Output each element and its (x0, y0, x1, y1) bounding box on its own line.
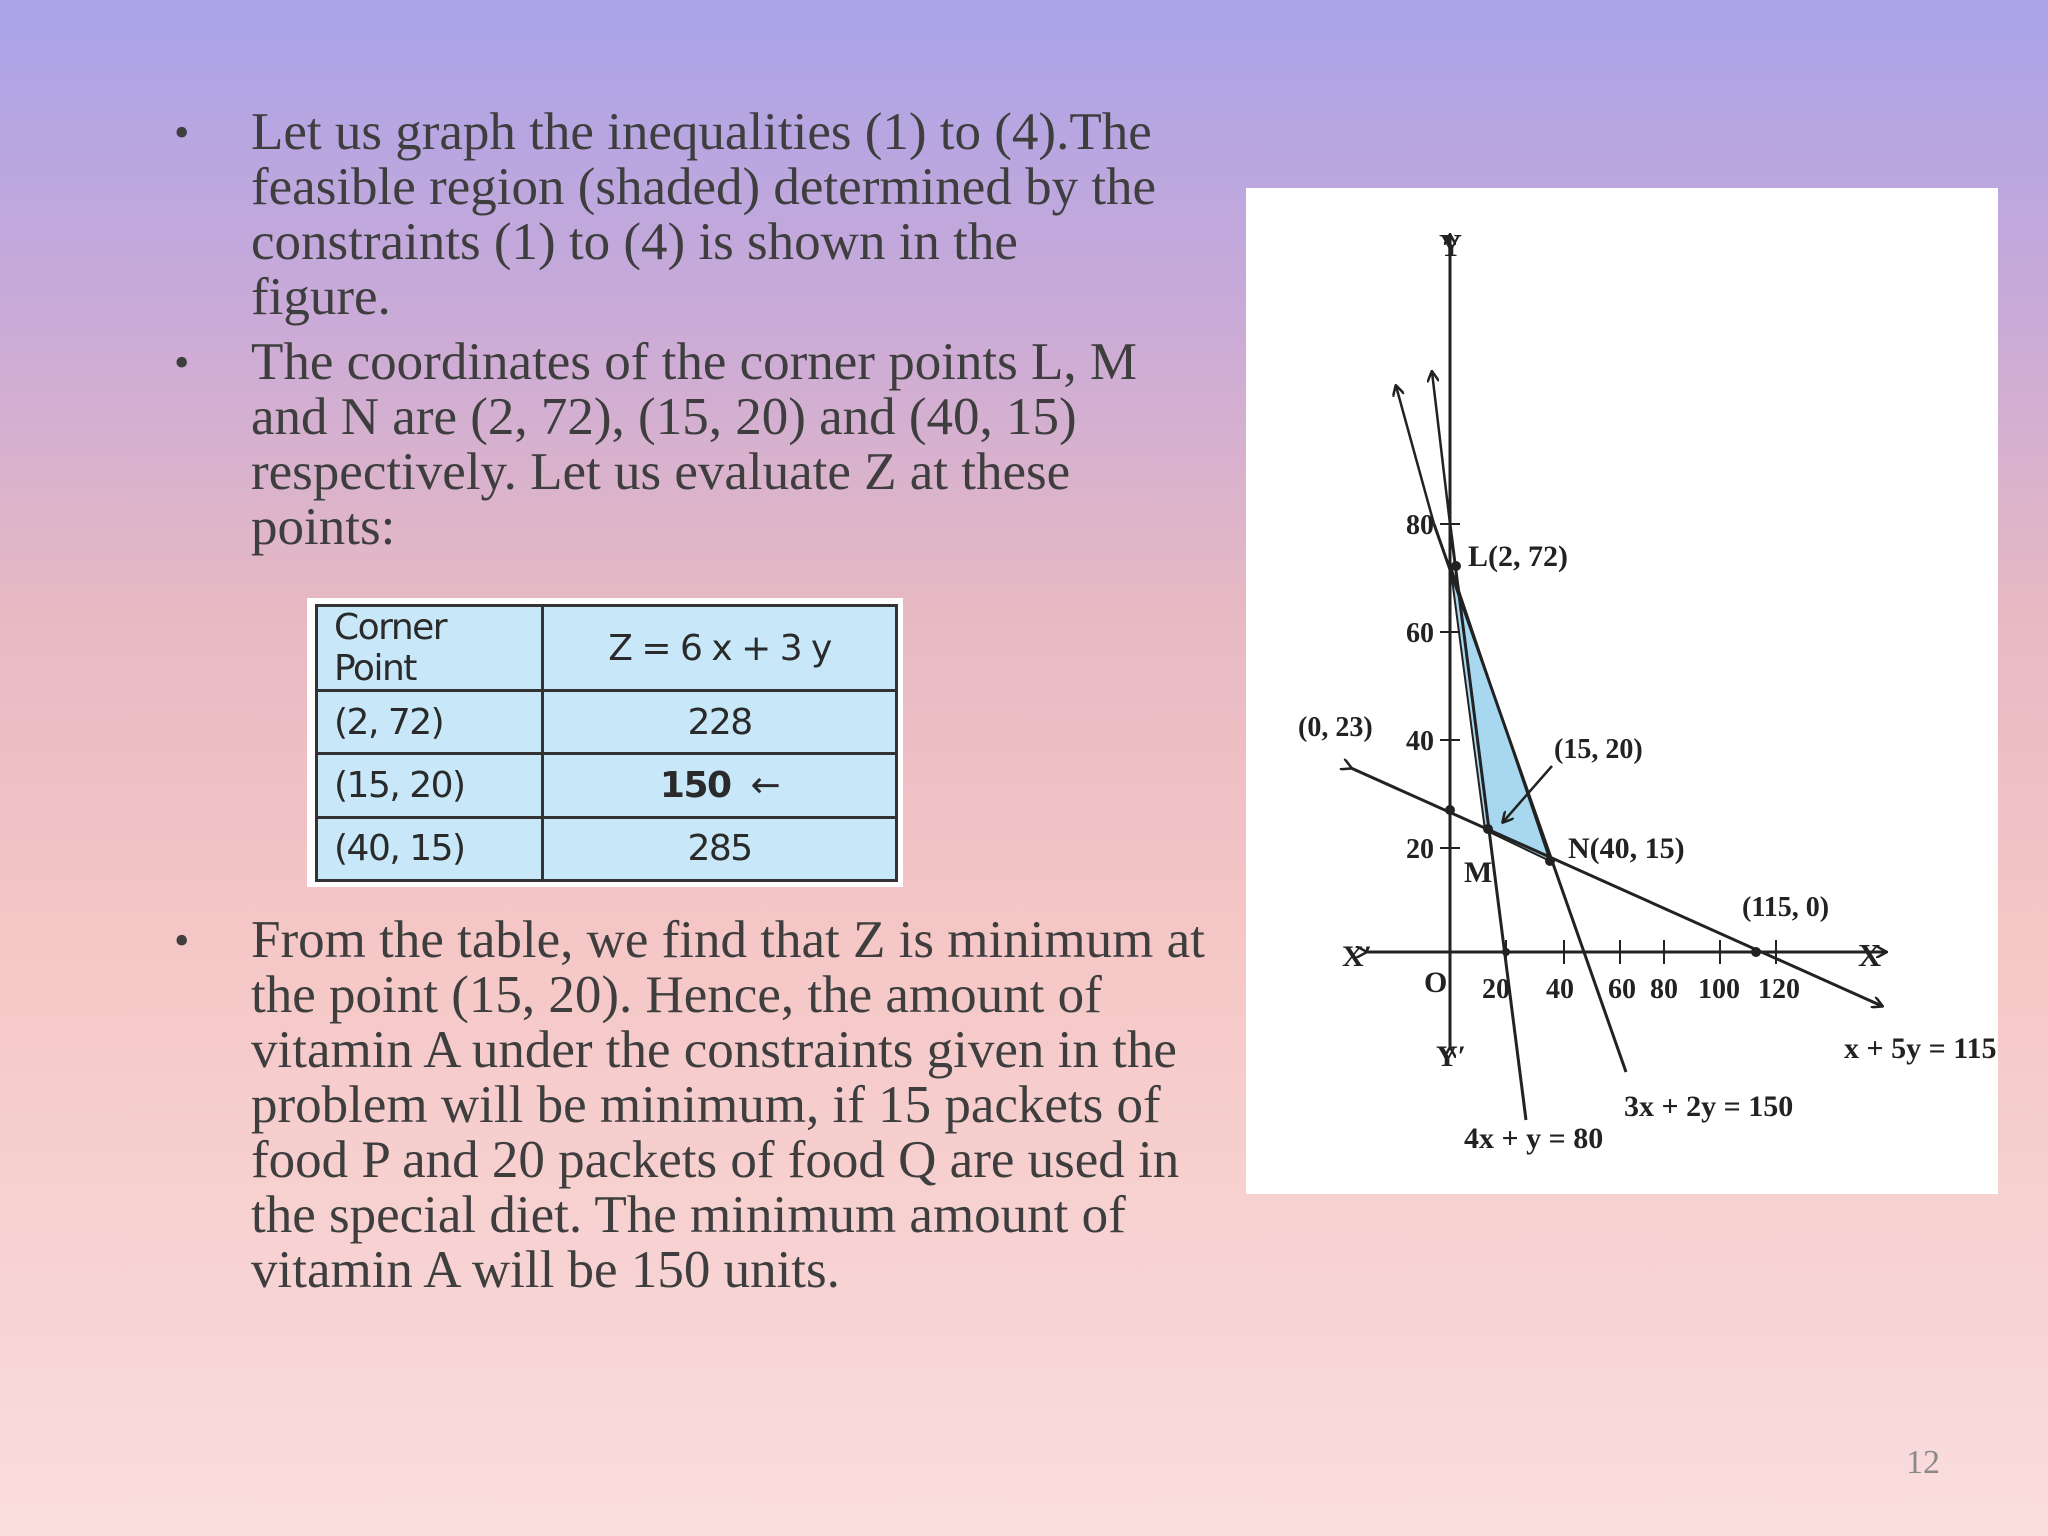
bullet-marker: • (174, 338, 190, 387)
page-number: 12 (1906, 1444, 1940, 1481)
table-cell-point: (40, 15) (317, 817, 543, 880)
x-tick-label: 80 (1650, 974, 1678, 1005)
line-label: 3x + 2y = 150 (1624, 1090, 1794, 1123)
table-header-cell: Z = 6 x + 3 y (543, 606, 897, 691)
table-header-cell: Corner Point (317, 606, 543, 691)
bullet-list (170, 105, 1170, 555)
x-tick-label: 120 (1758, 974, 1800, 1005)
x-neg-axis-label: X′ (1342, 940, 1373, 973)
bullet-marker: • (174, 916, 190, 965)
y-tick-label: 60 (1406, 618, 1434, 649)
bullet-item (170, 913, 1251, 1298)
table-row (317, 817, 897, 880)
y-tick-label: 80 (1406, 510, 1434, 541)
graph-svg (1246, 188, 1998, 1194)
corner-point-table (315, 604, 898, 882)
y-neg-axis-label: Y′ (1436, 1040, 1467, 1073)
origin-label: O (1424, 966, 1448, 999)
bullet-text: The coordinates of the corner points L, M and N are (2, 72), (15, 20) and (40, 15) respectively. Let us evaluate Z at these points: (251, 333, 1138, 556)
left-arrow-icon: ← (750, 764, 780, 806)
label-15-20: (15, 20) (1554, 734, 1643, 765)
minimum-value: 150 (659, 764, 731, 806)
bullet-item (170, 105, 1170, 325)
x-tick-label: 40 (1546, 974, 1574, 1005)
label-M: M (1464, 856, 1493, 889)
label-0-23: (0, 23) (1298, 712, 1373, 743)
bullet-text: From the table, we find that Z is minimum at the point (15, 20). Hence, the amount of vitamin A under the constraints given in the problem will be minimum, if 15 packets of food P and 20 packets of food Q are used in the special diet. The minimum amount of vitamin A will be 150 units. (251, 911, 1205, 1299)
table-cell-z (543, 754, 897, 817)
table-cell-point: (15, 20) (317, 754, 543, 817)
x-tick-label: 60 (1608, 974, 1636, 1005)
x-axis-label: X (1858, 937, 1882, 973)
table-cell-z: 228 (543, 691, 897, 754)
label-115-0: (115, 0) (1742, 892, 1830, 923)
table-row (317, 754, 897, 817)
table-cell-z: 285 (543, 817, 897, 880)
line-3x-plus-2y-150 (1434, 524, 1626, 1072)
bullet-text: Let us graph the inequalities (1) to (4).The feasible region (shaded) determined by the constraints (1) to (4) is shown in the figure. (251, 103, 1157, 326)
line-label: 4x + y = 80 (1464, 1122, 1604, 1155)
bullet-marker: • (174, 108, 190, 157)
line-label: x + 5y = 115 (1844, 1032, 1997, 1065)
x-tick-label: 100 (1698, 974, 1740, 1005)
line-3x-plus-2y-150-ext (1396, 386, 1434, 524)
label-L: L(2, 72) (1468, 540, 1568, 573)
feasible-region-graph (1246, 188, 1998, 1194)
corner-point-table-image (307, 598, 903, 887)
y-axis-label: Y (1439, 227, 1463, 263)
y-tick-label: 40 (1406, 726, 1434, 757)
table-cell-point: (2, 72) (317, 691, 543, 754)
label-N: N(40, 15) (1568, 832, 1685, 865)
table-header-row (317, 606, 897, 691)
table-row (317, 691, 897, 754)
x-tick-label: 20 (1482, 974, 1510, 1005)
line-4x-plus-y-80-ext (1432, 372, 1450, 524)
bullet-item (170, 335, 1170, 555)
y-tick-label: 20 (1406, 834, 1434, 865)
